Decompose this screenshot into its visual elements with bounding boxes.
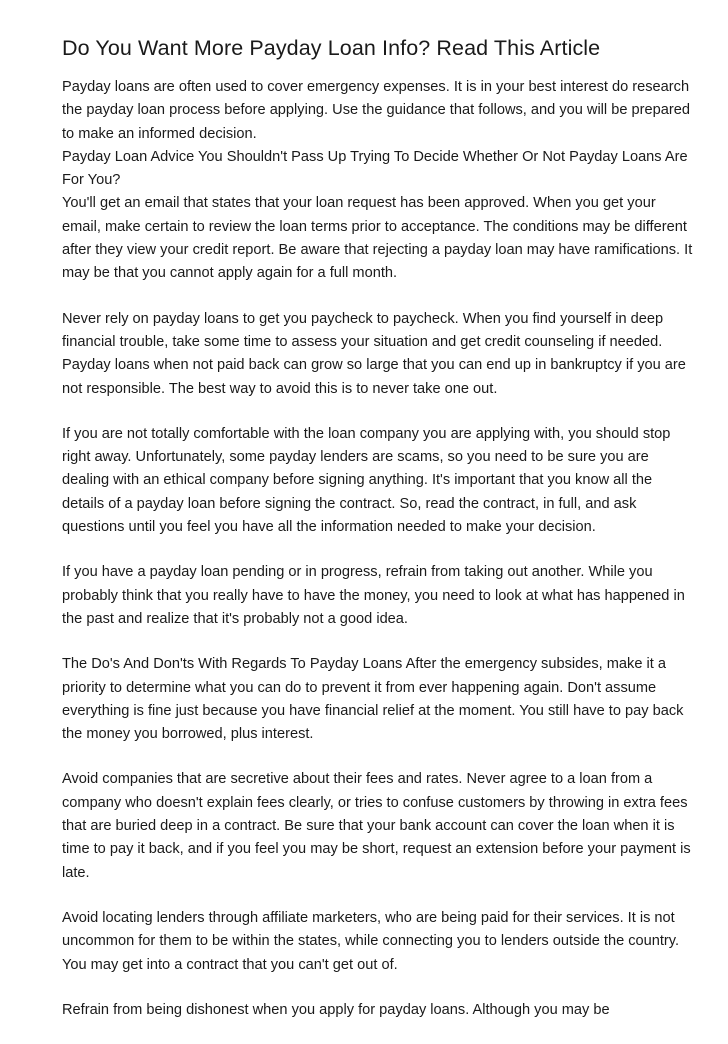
document-page xyxy=(62,34,694,1044)
paragraph-block-6 xyxy=(62,768,694,884)
paragraph: Avoid locating lenders through affiliate marketers, who are being paid for their services. It is not uncommon for them to be within the states, while connecting you to lenders outside the country. You may get into a contract that you can't get out of. xyxy=(62,909,680,973)
paragraph: Refrain from being dishonest when you apply for payday loans. Although you may be xyxy=(62,1001,610,1018)
paragraph-block-5 xyxy=(62,653,694,746)
paragraph: Payday Loan Advice You Shouldn't Pass Up Trying To Decide Whether Or Not Payday Loans Are For You? xyxy=(62,148,688,189)
paragraph: Avoid companies that are secretive about their fees and rates. Never agree to a loan from a company who doesn't explain fees clearly, or tries to confuse customers by throwing in extra fees that are buried deep in a contract. Be sure that your bank account can cover the loan when it is time to pay it back, and if you feel you may be short, request an extension before your payment is late. xyxy=(62,771,691,881)
paragraph: Payday loans are often used to cover emergency expenses. It is in your best interest do research the payday loan process before applying. Use the guidance that follows, and you will be prepared to make an informed decision. xyxy=(62,79,690,142)
paragraph: The Do's And Don'ts With Regards To Payday Loans After the emergency subsides, make it a priority to determine what you can do to prevent it from ever happening again. Don't assume everything is fine just because you have financial relief at the moment. You still have to pay back the money you borrowed, plus interest. xyxy=(62,656,684,743)
page-title: Do You Want More Payday Loan Info? Read This Article xyxy=(62,36,601,60)
paragraph-block-4 xyxy=(62,561,694,631)
paragraph-block-1 xyxy=(62,76,694,286)
paragraph: Never rely on payday loans to get you paycheck to paycheck. When you find yourself in deep financial trouble, take some time to assess your situation and get credit counseling if needed. Payday loans when not paid back can grow so large that you can end up in bankruptcy if you are not responsible. The best way to avoid this is to never take one out. xyxy=(62,310,686,397)
paragraph: If you are not totally comfortable with the loan company you are applying with, you should stop right away. Unfortunately, some payday lenders are scams, so you need to be sure you are dealing with an ethical company before signing anything. It's important that you know all the details of a payday loan before signing the contract. So, read the contract, in full, and ask questions until you feel you have all the information needed to make your decision. xyxy=(62,425,671,536)
paragraph-block-2 xyxy=(62,308,694,401)
paragraph-block-3 xyxy=(62,423,694,539)
paragraph: If you have a payday loan pending or in progress, refrain from taking out another. While you probably think that you really have to have the money, you need to look at what has happened in the past and realize that it's probably not a good idea. xyxy=(62,564,685,627)
paragraph-block-7 xyxy=(62,907,694,977)
paragraph-block-8 xyxy=(62,999,694,1022)
paragraph: You'll get an email that states that your loan request has been approved. When you get your email, make certain to review the loan terms prior to acceptance. The conditions may be different after they view your credit report. Be aware that rejecting a payday loan may have ramifications. It may be that you cannot apply again for a full month. xyxy=(62,195,693,282)
